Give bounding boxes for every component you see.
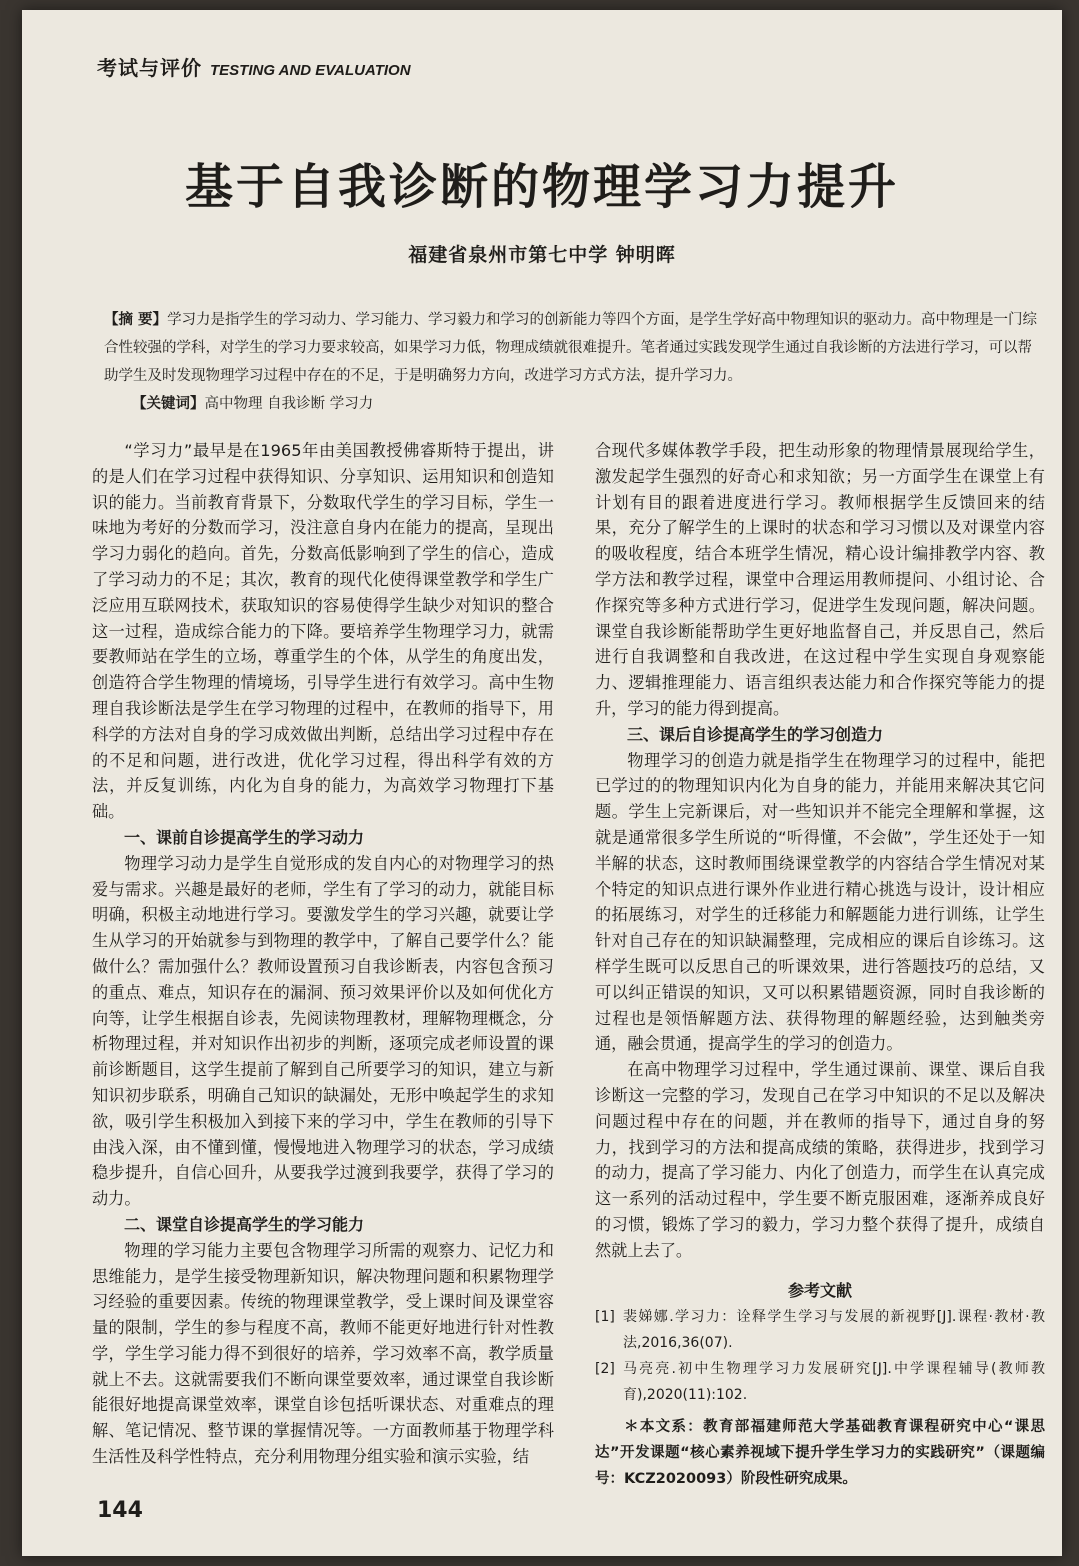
reference-text: 裴娣娜.学习力：诠释学生学习与发展的新视野[J].课程·教材·教法,2016,36(07). [623,1308,1045,1351]
funding-note: ＊本文系：教育部福建师范大学基础教育课程研究中心“课思达”开发课题“核心素养视域下提升学生学习力的实践研究”（课题编号：KCZ2020093）阶段性研究成果。 [595,1418,1045,1487]
section-heading-1: 一、课前自诊提高学生的学习动力 [124,827,365,847]
section-3-paragraph: 物理学习的创造力就是指学生在物理学习的过程中，能把已学过的的物理知识内化为自身的能力，并能用来解决其它问题。学生上完新课后，对一些知识并不能完全理解和掌握，这就是通常很多学生所说的“听得懂，不会做”，学生还处于一知半解的状态，这时教师围绕课堂教学的内容结合学生情况对某个特定的知识点进行课外作业进行精心挑选与设计，设计相应的拓展练习，对学生的迁移能力和解题能力进行训练，让学生针对自己存在的知识缺漏整理，完成相应的课后自诊练习。这样学生既可以反思自己的听课效果，进行答题技巧的总结，又可以纠正错误的知识，又可以积累错题资源，同时自我诊断的过程也是领悟解题方法、获得物理的解题经验，达到触类旁通，融会贯通，提高学生的学习的创造力。 [595,750,1045,1054]
article-author: 福建省泉州市第七中学 钟明晖 [408,244,676,266]
abstract [104,306,1039,390]
abstract-label: 【摘 要】 [104,312,168,328]
left-column [92,438,554,1470]
section-1-paragraph: 物理学习动力是学生自觉形成的发自内心的对物理学习的热爱与需求。兴趣是最好的老师，学生有了学习的动力，就能目标明确，积极主动地进行学习。要激发学生的学习兴趣，就要让学生从学习的开始就参与到物理的教学中，了解自己要学什么？能做什么？需加强什么？教师设置预习自我诊断表，内容包含预习的重点、难点，知识存在的漏洞、预习效果评价以及如何优化方向等，让学生根据自诊表，先阅读物理教材，理解物理概念，分析物理过程，并对知识作出初步的判断，逐项完成老师设置的课前诊断题目，这学生提前了解到自己所要学习的知识，建立与新知识初步联系，明确自己知识的缺漏处，无形中唤起学生的求知欲，吸引学生积极加入到接下来的学习中，学生在教师的引导下由浅入深，由不懂到懂，慢慢地进入物理学习的状态，学习成绩稳步提升，自信心回升，从要我学过渡到我要学，获得了学习的动力。 [92,853,554,1209]
conclusion-paragraph: 在高中物理学习过程中，学生通过课前、课堂、课后自我诊断这一完整的学习，发现自己在学习中知识的不足以及解决问题过程中存在的问题，并在教师的指导下，通过自身的努力，找到学习的方法和提高成绩的策略，获得进步，找到学习的动力，提高了学习能力、内化了创造力，而学生在认真完成这一系列的活动过程中，学生要不断克服困难，逐渐养成良好的习惯，锻炼了学习的毅力，学习力整个获得了提升，成绩自然就上去了。 [595,1060,1045,1260]
reference-item [595,1304,1045,1356]
section-name-en: TESTING AND EVALUATION [210,62,411,79]
article-title: 基于自我诊断的物理学习力提升 [184,159,899,215]
page-number: 144 [97,1498,143,1523]
section-header [97,52,411,81]
section-2-continued: 合现代多媒体教学手段，把生动形象的物理情景展现给学生，激发起学生强烈的好奇心和求知欲；另一方面学生在课堂上有计划有目的跟着进度进行学习。教师根据学生反馈回来的结果，充分了解学生的上课时的状态和学习习惯以及对课堂内容的吸收程度，结合本班学生情况，精心设计编排教学内容、教学方法和教学过程，课堂中合理运用教师提问、小组讨论、合作探究等多种方式进行学习，促进学生发现问题，解决问题。课堂自我诊断能帮助学生更好地监督自己，并反思自己，然后进行自我调整和自我改进，在这过程中学生实现自身观察能力、逻辑推理能力、语言组织表达能力和合作探究等能力的提升，学习的能力得到提高。 [595,441,1045,718]
references [595,1278,1045,1492]
section-2-paragraph: 物理的学习能力主要包含物理学习所需的观察力、记忆力和思维能力，是学生接受物理新知识，解决物理问题和积累物理学习经验的重要因素。传统的物理课堂教学，受上课时间及课堂容量的限制，学生的参与程度不高，教师不能更好地进行针对性教学，学生学习能力得不到很好的培养，学习效率不高，教学质量就上不去。这就需要我们不断向课堂要效率，通过课堂自我诊断能很好地提高课堂效率，课堂自诊包括听课状态、对重难点的理解、笔记情况、整节课的掌握情况等。一方面教师基于物理学科生活性及科学性特点，充分利用物理分组实验和演示实验，结 [92,1240,554,1467]
reference-item [595,1356,1045,1408]
keywords-text: 高中物理 自我诊断 学习力 [204,396,374,412]
reference-number: [1] [595,1308,615,1325]
section-heading-3: 三、课后自诊提高学生的学习创造力 [627,724,884,744]
keywords-label: 【关键词】 [132,396,205,412]
references-title: 参考文献 [787,1280,852,1300]
reference-number: [2] [595,1360,615,1377]
journal-page [22,10,1062,1556]
reference-text: 马亮亮.初中生物理学习力发展研究[J].中学课程辅导(教师教育),2020(11):102. [623,1360,1045,1403]
section-name-cn: 考试与评价 [97,56,202,80]
abstract-text: 学习力是指学生的学习动力、学习能力、学习毅力和学习的创新能力等四个方面，是学生学好高中物理知识的驱动力。高中物理是一门综合性较强的学科，对学生的学习力要求较高，如果学习力低，物理成绩就很难提升。笔者通过实践发现学生通过自我诊断的方法进行学习，可以帮助学生及时发现物理学习过程中存在的不足，于是明确努力方向，改进学习方式方法，提升学习力。 [104,312,1038,384]
section-heading-2: 二、课堂自诊提高学生的学习能力 [124,1214,365,1234]
keywords [132,392,373,413]
right-column [595,438,1045,1492]
intro-paragraph: “学习力”最早是在1965年由美国教授佛睿斯特于提出，讲的是人们在学习过程中获得知识、分享知识、运用知识和创造知识的能力。当前教育背景下，分数取代学生的学习目标，学生一味地为考好的分数而学习，没注意自身内在能力的提高，呈现出学习力弱化的趋向。首先，分数高低影响到了学生的信心，造成了学习动力的不足；其次，教育的现代化使得课堂教学和学生广泛应用互联网技术，获取知识的容易使得学生缺少对知识的整合这一过程，造成综合能力的下降。要培养学生物理学习力，就需要教师站在学生的立场，尊重学生的个体，从学生的角度出发，创造符合学生物理的情境场，引导学生进行有效学习。高中生物理自我诊断法是学生在学习物理的过程中，在教师的指导下，用科学的方法对自身的学习成效做出判断，总结出学习过程中存在的不足和问题，进行改进，优化学习过程，得出科学有效的方法，并反复训练，内化为自身的能力，为高效学习物理打下基础。 [92,441,554,822]
